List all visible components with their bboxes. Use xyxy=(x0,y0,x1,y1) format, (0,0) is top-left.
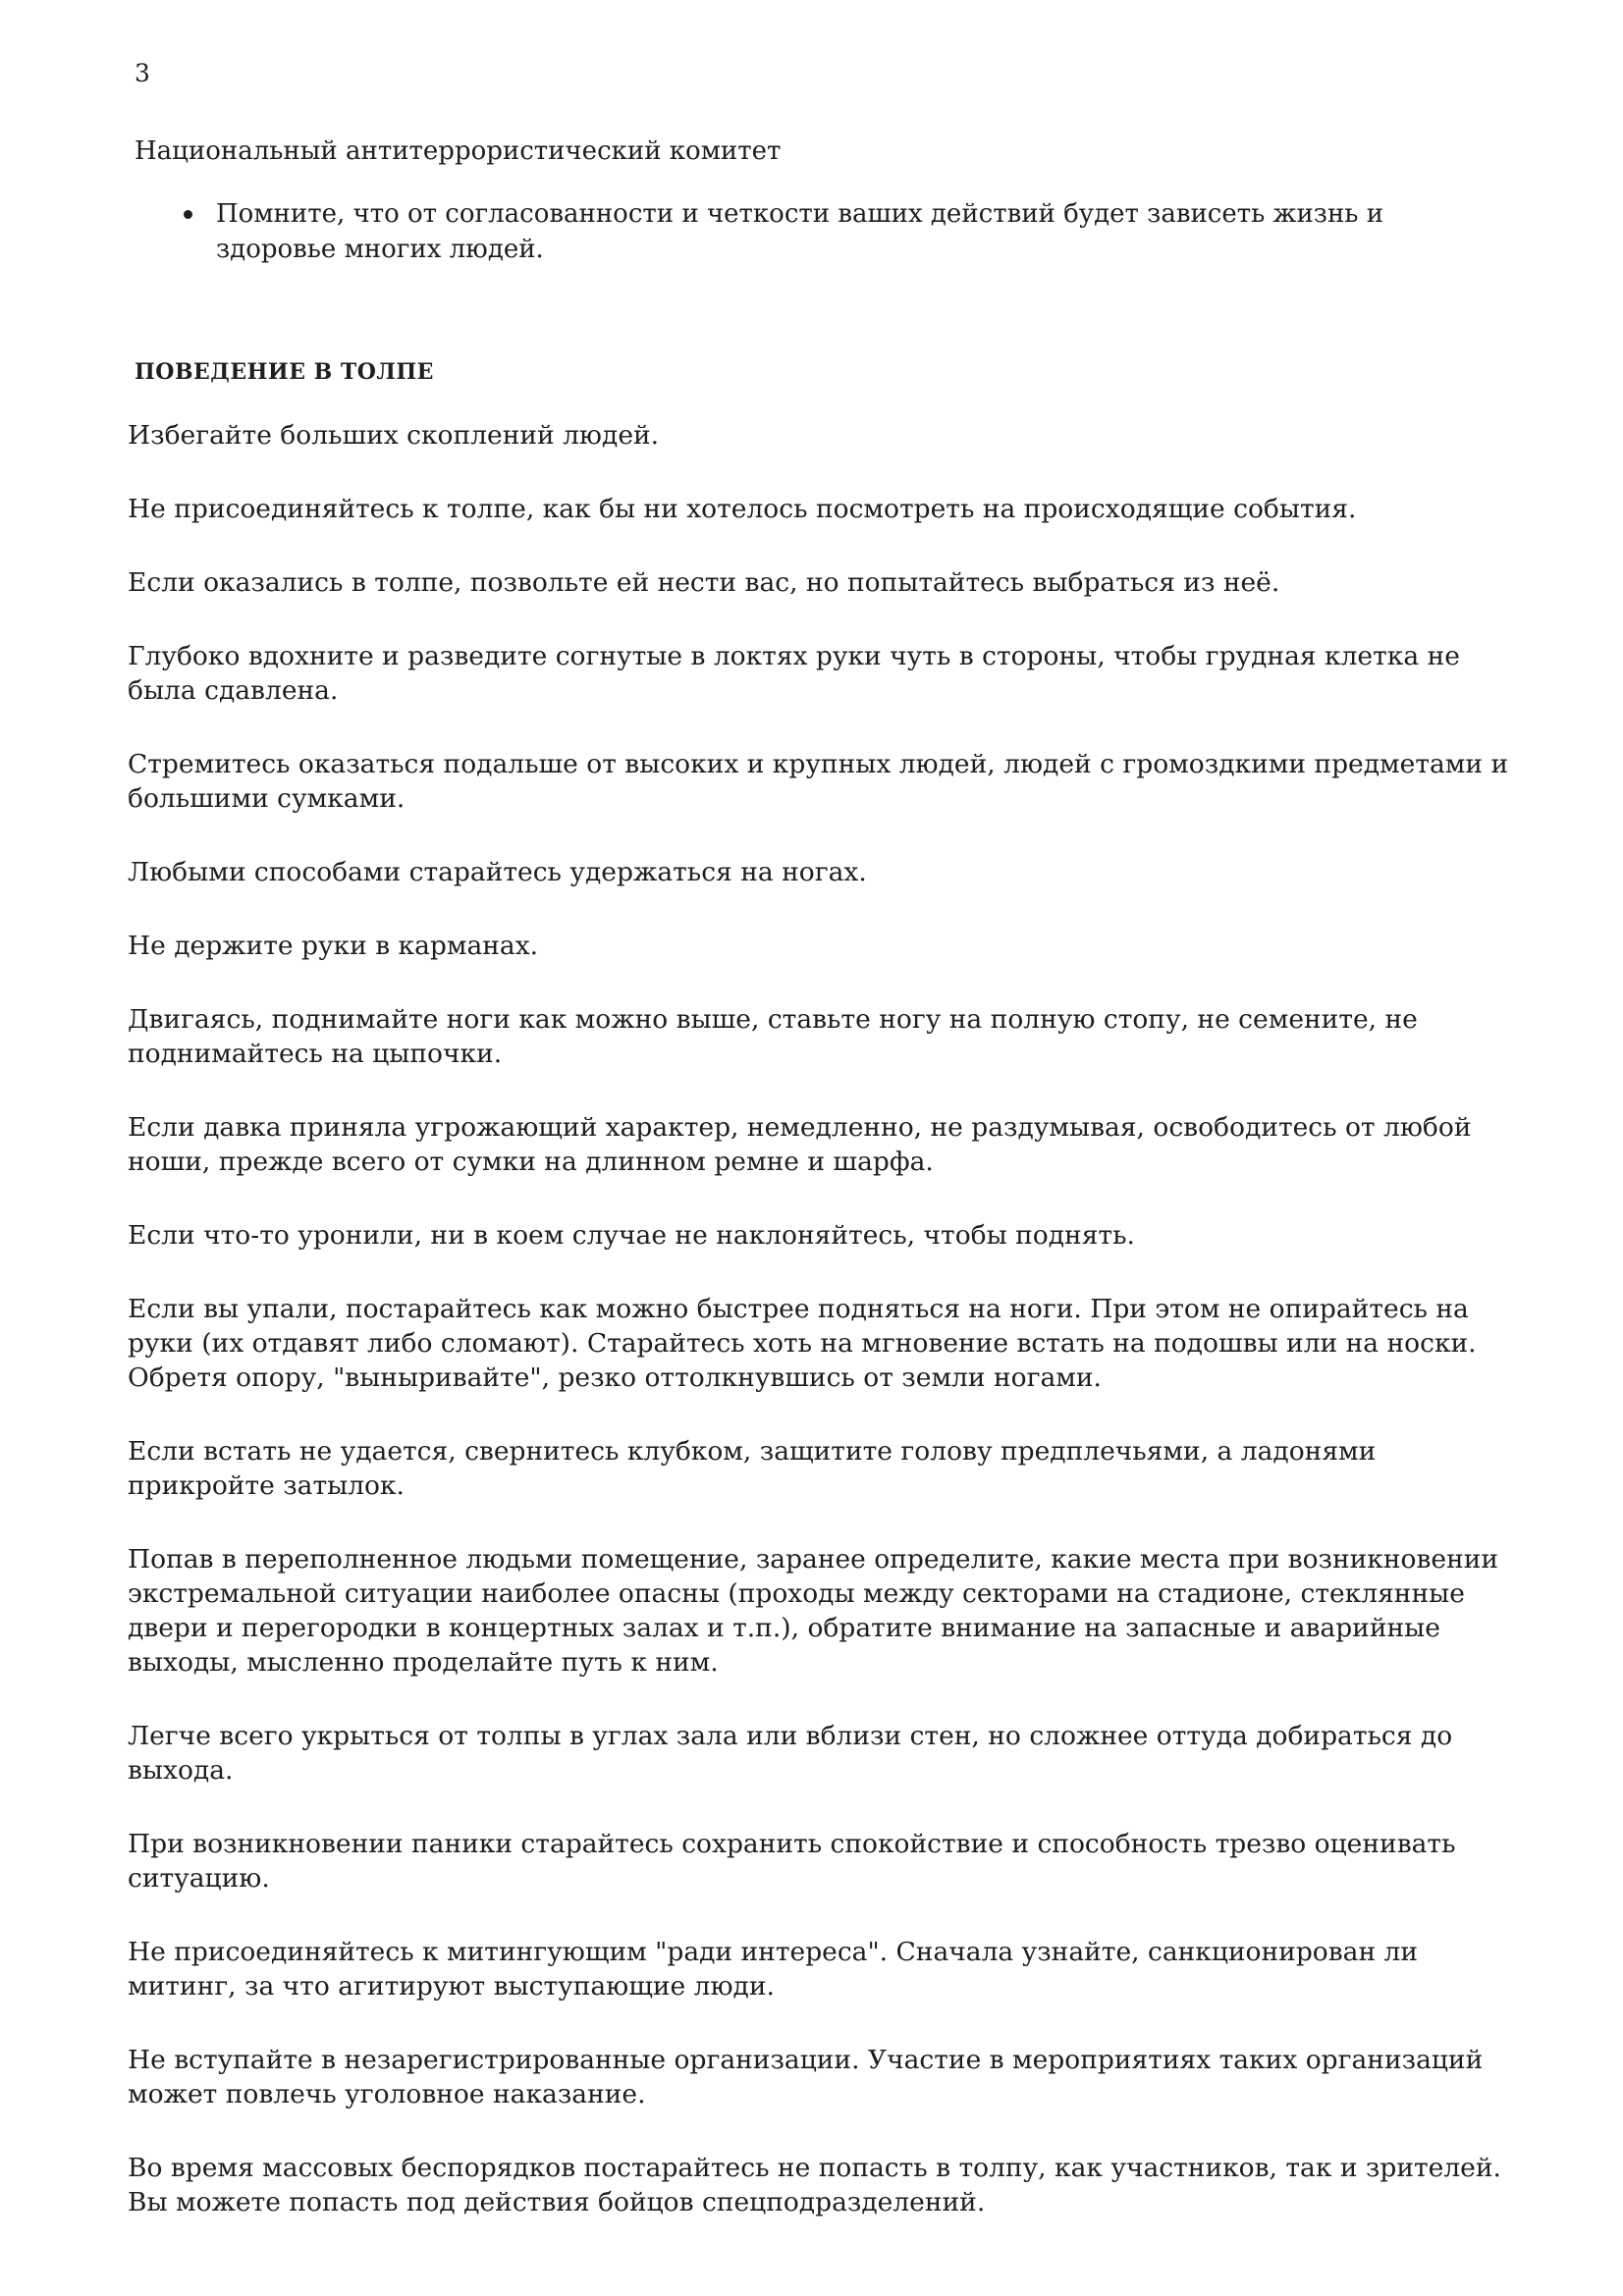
bullet-list xyxy=(180,196,1495,267)
paragraph: Попав в переполненное людьми помещение, заранее определите, какие места при возникновении экстремальной ситуации наиболее опасны (проходы между секторами на стадионе, стеклянные двери и перегородки в концертных залах и т.п.), обратите внимание на запасные и аварийные выходы, мысленно проделайте путь к ним. xyxy=(128,1544,1499,1678)
section-body xyxy=(128,418,1522,2259)
paragraph: Не вступайте в незарегистрированные организации. Участие в мероприятиях таких организаций может повлечь уголовное наказание. xyxy=(128,2045,1484,2109)
paragraph: Двигаясь, поднимайте ноги как можно выше, ставьте ногу на полную стопу, не семените, не поднимайтесь на цыпочки. xyxy=(128,1004,1418,1069)
paragraph: Не держите руки в карманах. xyxy=(128,931,539,961)
page-number: 3 xyxy=(135,59,150,87)
paragraph: Стремитесь оказаться подальше от высоких и крупных людей, людей с громоздкими предметами и большими сумками. xyxy=(128,749,1509,814)
paragraph: Глубоко вдохните и разведите согнутые в локтях руки чуть в стороны, чтобы грудная клетка не была сдавлена. xyxy=(128,641,1460,706)
organization-header: Национальный антитеррористический комитет xyxy=(135,136,782,166)
bullet-text: Помните, что от согласованности и четкости ваших действий будет зависеть жизнь и здоровье многих людей. xyxy=(216,199,1384,264)
paragraph: Избегайте больших скоплений людей. xyxy=(128,420,660,451)
paragraph: Если оказались в толпе, позвольте ей нести вас, но попытайтесь выбраться из неё. xyxy=(128,567,1280,598)
bullet-icon xyxy=(184,210,192,219)
paragraph: При возникновении паники старайтесь сохранить спокойствие и способность трезво оценивать ситуацию. xyxy=(128,1829,1456,1894)
paragraph: Не присоединяйтесь к толпе, как бы ни хотелось посмотреть на происходящие события. xyxy=(128,494,1357,524)
section-heading: ПОВЕДЕНИЕ В ТОЛПЕ xyxy=(135,359,434,385)
bullet-item xyxy=(180,196,1495,267)
paragraph: Во время массовых беспорядков постарайтесь не попасть в толпу, как участников, так и зрителей. Вы можете попасть под действия бойцов спецподразделений. xyxy=(128,2153,1501,2217)
paragraph: Любыми способами старайтесь удержаться на ногах. xyxy=(128,857,867,887)
paragraph: Не присоединяйтесь к митингующим "ради интереса". Сначала узнайте, санкционирован ли митинг, за что агитируют выступающие люди. xyxy=(128,1937,1419,2002)
paragraph: Если вы упали, постарайтесь как можно быстрее подняться на ноги. При этом не опирайтесь на руки (их отдавят либо сломают). Старайтесь хоть на мгновение встать на подошвы или на носки. Обретя опору, "выныривайте", резко оттолкнувшись от земли ногами. xyxy=(128,1294,1477,1393)
paragraph: Если что-то уронили, ни в коем случае не наклоняйтесь, чтобы поднять. xyxy=(128,1220,1135,1251)
paragraph: Если давка приняла угрожающий характер, немедленно, не раздумывая, освободитесь от любой ноши, прежде всего от сумки на длинном ремне и шарфа. xyxy=(128,1112,1472,1177)
paragraph: Легче всего укрыться от толпы в углах зала или вблизи стен, но сложнее оттуда добираться до выхода. xyxy=(128,1721,1453,1786)
paragraph: Если встать не удается, свернитесь клубком, защитите голову предплечьями, а ладонями прикройте затылок. xyxy=(128,1436,1377,1501)
